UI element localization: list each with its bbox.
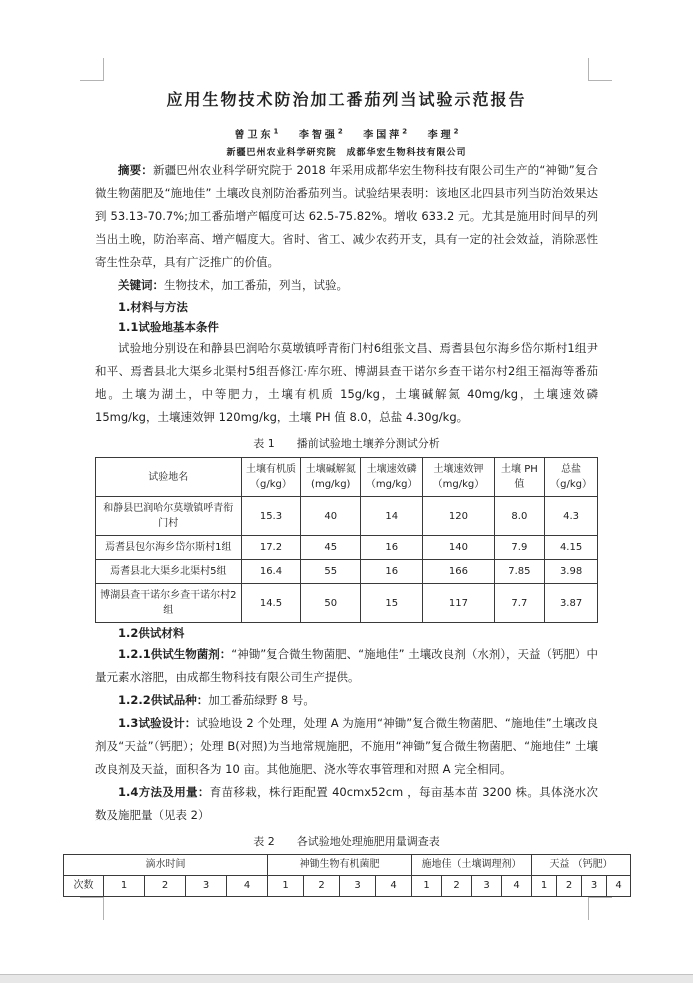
author	[363, 130, 407, 141]
table-row	[64, 876, 631, 897]
method-dosage-text: 育苗移栽，株行距配置 40cmx52cm ，每亩基本苗 3200 株。具体浇水次数及施肥量（见表 2）	[95, 785, 598, 823]
value-cell: 14.5	[241, 584, 301, 623]
document-content	[73, 0, 622, 897]
value-cell: 16	[361, 560, 423, 584]
author	[299, 130, 343, 141]
design-text: 试验地设 2 个处理，处理 A 为施用“神锄”复合微生物菌肥、“施地佳”土壤改良剂及“天益”（钙肥）；处理 B(对照)为当地常规施肥，不施用“神锄”复合微生物菌肥、“施地佳” 土壤改良剂及天益，面积各为 10 亩。其他施肥、浇水等农事管理和对照 A 完全相同。	[95, 716, 598, 777]
value-cell: 166	[423, 560, 494, 584]
affiliation-line: 新疆巴州农业科学研究院 成都华宏生物科技有限公司	[226, 148, 467, 159]
authors-line	[95, 125, 598, 143]
site-name-cell: 和静县巴润哈尔莫墩镇呼青衔门村	[96, 497, 242, 536]
table-row	[96, 584, 598, 623]
value-cell: 140	[423, 536, 494, 560]
count-cell: 4	[607, 876, 631, 897]
value-cell: 40	[301, 497, 361, 536]
header-cell: 土壤速效磷（mg/kg）	[361, 458, 423, 497]
value-cell: 7.85	[494, 560, 545, 584]
author-name: 李智强	[298, 130, 338, 142]
table1-caption: 表 1 播前试验地土壤养分测试分析	[253, 437, 440, 451]
heading-test-materials: 1.2供试材料	[118, 626, 185, 641]
keywords-text: 生物技术，加工番茄，列当，试验。	[164, 278, 348, 293]
value-cell: 17.2	[241, 536, 301, 560]
method-dosage-label: 1.4方法及用量：	[118, 785, 210, 800]
count-cell: 3	[340, 876, 376, 897]
value-cell: 7.9	[494, 536, 545, 560]
row-label-cell: 次数	[64, 876, 104, 897]
author-affil-marker: 2	[402, 128, 408, 136]
value-cell: 120	[423, 497, 494, 536]
variety-paragraph	[95, 689, 598, 712]
group-header-cell: 滴水时间	[64, 855, 268, 876]
site-name-cell: 博湖县查干诺尔乡查干诺尔村2组	[96, 584, 242, 623]
author	[428, 130, 459, 141]
value-cell: 3.87	[545, 584, 598, 623]
variety-label: 1.2.2供试品种：	[118, 693, 209, 708]
method-dosage-paragraph	[95, 781, 598, 827]
count-cell: 4	[502, 876, 532, 897]
value-cell: 50	[301, 584, 361, 623]
table-row	[96, 497, 598, 536]
abstract-text: 新疆巴州农业科学研究院于 2018 年采用成都华宏生物科技有限公司生产的“神锄”复合微生物菌肥及“施地佳” 土壤改良剂防治番茄列当。试验结果表明：该地区北四县市列当防治效果达到 53.13-70.7%;加工番茄增产幅度可达 62.5-75.82%。增收 633.2 元。尤其是施用时间早的列当出土晚，防治率高、增产幅度大。省时、省工、减少农药开支，具有一定的社会效益，消除恶性寄生性杂草，具有广泛推广的价值。	[95, 163, 598, 270]
group-header-cell: 天益 （钙肥）	[532, 855, 631, 876]
heading-site-conditions: 1.1试验地基本条件	[118, 320, 219, 335]
soil-nutrient-table	[95, 457, 598, 623]
table-row	[96, 560, 598, 584]
page-title: 应用生物技术防治加工番茄列当试验示范报告	[166, 90, 527, 109]
table2-caption: 表 2 各试验地处理施肥用量调查表	[253, 835, 440, 849]
abstract-label: 摘要：	[118, 163, 153, 178]
table1-body	[96, 497, 598, 623]
group-header-cell: 施地佳（土壤调理剂）	[412, 855, 532, 876]
table-row	[96, 458, 598, 497]
site-name-cell: 焉耆县包尔海乡岱尔斯村1组	[96, 536, 242, 560]
count-cell: 4	[376, 876, 412, 897]
author	[235, 130, 279, 141]
header-cell: 总盐（g/kg）	[545, 458, 598, 497]
bio-agents-text: “神锄”复合微生物菌肥、“施地佳” 土壤改良剂（水剂），天益（钙肥）中量元素水溶肥，由成都生物科技有限公司生产提供。	[95, 647, 598, 685]
design-label: 1.3试验设计：	[118, 716, 197, 731]
count-cell: 1	[104, 876, 145, 897]
fertilizer-dosage-table	[63, 854, 631, 897]
table-row	[64, 855, 631, 876]
value-cell: 4.3	[545, 497, 598, 536]
header-cell: 土壤碱解氮(mg/kg)	[301, 458, 361, 497]
bio-agents-paragraph	[95, 643, 598, 689]
design-paragraph	[95, 712, 598, 781]
bio-agents-label: 1.2.1供试生物菌剂：	[118, 647, 232, 662]
value-cell: 15.3	[241, 497, 301, 536]
author-affil-marker: 2	[453, 128, 459, 136]
author-name: 李理	[427, 130, 454, 142]
value-cell: 55	[301, 560, 361, 584]
value-cell: 15	[361, 584, 423, 623]
value-cell: 3.98	[545, 560, 598, 584]
author-affil-marker: 2	[337, 128, 343, 136]
keywords-label: 关键词：	[118, 278, 164, 293]
count-cell: 1	[532, 876, 557, 897]
table1-header	[96, 458, 598, 497]
value-cell: 16.4	[241, 560, 301, 584]
heading-materials-methods: 1.材料与方法	[118, 300, 188, 315]
value-cell: 14	[361, 497, 423, 536]
table-row	[96, 536, 598, 560]
group-header-cell: 神锄生物有机菌肥	[268, 855, 412, 876]
site-name-cell: 焉耆县北大渠乡北渠村5组	[96, 560, 242, 584]
table2-header	[64, 855, 631, 876]
text-boundary-mark-bottom-left	[80, 897, 104, 920]
header-cell: 土壤速效钾（mg/kg）	[423, 458, 494, 497]
count-cell: 4	[227, 876, 268, 897]
table2-body	[64, 876, 631, 897]
site-conditions-paragraph: 试验地分别设在和静县巴润哈尔莫墩镇呼青衔门村6组张文昌、焉耆县包尔海乡岱尔斯村1组尹和平、焉耆县北大渠乡北渠村5组吾修江·库尔班、博湖县查干诺尔乡查干诺尔村2组王福海等番茄地。土壤为湖土，中等肥力，土壤有机质 15g/kg，土壤碱解氮 40mg/kg，土壤速效磷 15mg/kg，土壤速效钾 120mg/kg，土壤 PH 值 8.0，总盐 4.30g/kg。	[95, 341, 598, 425]
count-cell: 2	[442, 876, 472, 897]
text-boundary-mark-bottom-right	[588, 897, 612, 920]
count-cell: 3	[582, 876, 607, 897]
value-cell: 16	[361, 536, 423, 560]
count-cell: 3	[186, 876, 227, 897]
abstract-paragraph	[95, 159, 598, 274]
count-cell: 2	[557, 876, 582, 897]
keywords-line	[95, 274, 598, 297]
count-cell: 1	[268, 876, 304, 897]
value-cell: 117	[423, 584, 494, 623]
header-cell: 土壤有机质（g/kg）	[241, 458, 301, 497]
header-cell: 土壤 PH 值	[494, 458, 545, 497]
author-affil-marker: 1	[273, 128, 279, 136]
value-cell: 45	[301, 536, 361, 560]
variety-text: 加工番茄绿野 8 号。	[208, 693, 315, 708]
header-cell: 试验地名	[96, 458, 242, 497]
count-cell: 3	[472, 876, 502, 897]
author-name: 李国萍	[363, 130, 403, 142]
count-cell: 2	[304, 876, 340, 897]
author-name: 曾卫东	[234, 130, 274, 142]
value-cell: 7.7	[494, 584, 545, 623]
count-cell: 1	[412, 876, 442, 897]
value-cell: 8.0	[494, 497, 545, 536]
value-cell: 4.15	[545, 536, 598, 560]
count-cell: 2	[145, 876, 186, 897]
page-bottom-edge	[0, 974, 693, 983]
